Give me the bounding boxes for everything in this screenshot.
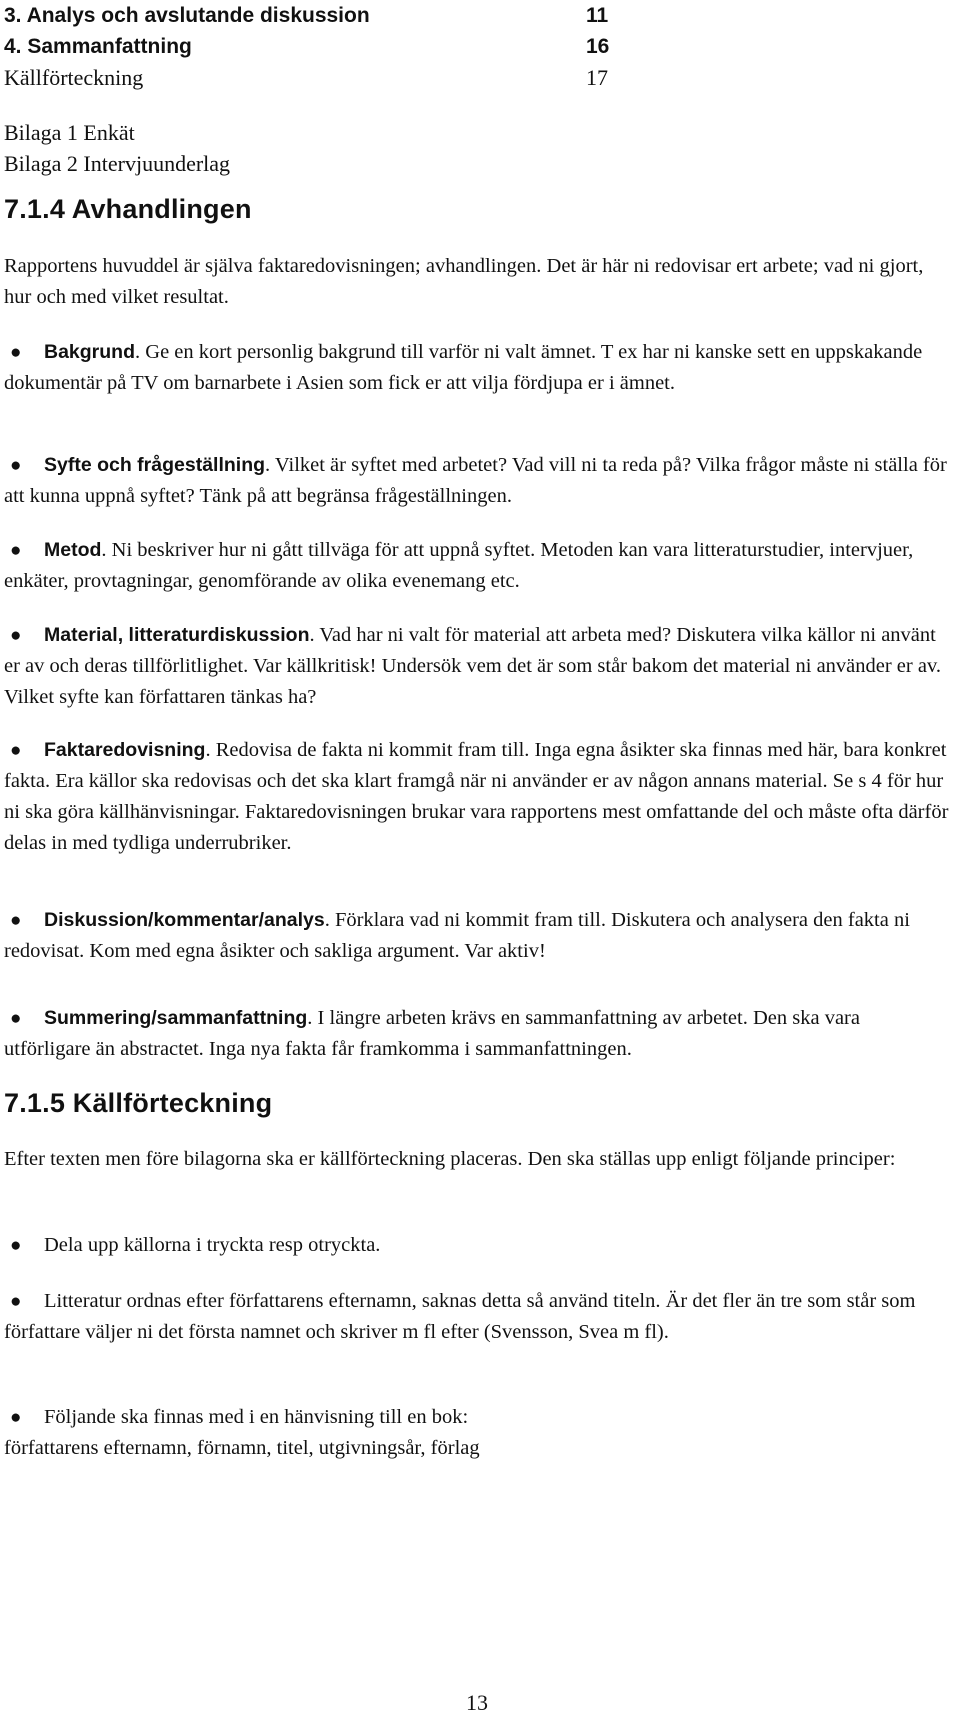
section-heading: 7.1.4 Avhandlingen [4, 194, 252, 224]
list-item-continuation: författarens efternamn, förnamn, titel, utgivningsår, förlag [4, 1437, 480, 1459]
list-item [4, 735, 950, 859]
page-number: 13 [466, 1690, 488, 1715]
bullet-icon: ● [10, 1235, 22, 1256]
toc-entry-page: 11 [586, 4, 609, 27]
appendix-list [4, 117, 230, 179]
list-item-text: . Ni beskriver hur ni gått tillväga för att uppnå syftet. Metoden kan vara litteraturstudier, intervjuer, enkäter, provtagningar, genomförande av olika evenemang etc. [4, 539, 914, 592]
list-item-term: Summering/sammanfattning [44, 1007, 308, 1029]
section-intro: Rapportens huvuddel är själva faktaredovisningen; avhandlingen. Det är här ni redovisar ert arbete; vad ni gjort, hur och med vilket resultat. [4, 255, 924, 308]
section-heading: 7.1.5 Källförteckning [4, 1088, 273, 1118]
bullet-icon: ● [10, 540, 22, 561]
appendix-item: Bilaga 1 Enkät [4, 120, 135, 145]
bullet-icon: ● [10, 1008, 22, 1029]
list-item-term: Bakgrund [44, 341, 136, 363]
list-item-text: . I längre arbeten krävs en sammanfattning av arbetet. Den ska vara utförligare än abstractet. Inga nya fakta får framkomma i sammanfattningen. [4, 1007, 860, 1060]
bullet-icon: ● [10, 1407, 22, 1428]
list-item-text: . Vad har ni valt för material att arbeta med? Diskutera vilka källor ni använt er av och deras tillförlitlighet. Var källkritisk! Undersök vem det är som står bakom det material ni använder er av. Vilket syfte kan författaren tänkas ha? [4, 624, 942, 708]
list-item-term: Metod [44, 539, 102, 561]
list-item-text: Litteratur ordnas efter författarens efternamn, saknas detta så använd titeln. Är det fler än tre som står som författare väljer ni det första namnet och skriver m fl efter (Svensson, Svea m fl). [4, 1290, 916, 1343]
list-item [4, 337, 950, 399]
appendix-item: Bilaga 2 Intervjuunderlag [4, 151, 231, 176]
list-item [4, 620, 950, 713]
bullet-icon: ● [10, 625, 22, 646]
list-item [4, 1402, 950, 1464]
list-item-term: Material, litteraturdiskussion [44, 624, 310, 646]
list-item-text: . Redovisa de fakta ni kommit fram till. Inga egna åsikter ska finnas med här, bara konkret fakta. Era källor ska redovisas och det ska klart framgå när ni använder er av någon annans material. Se s 4 för hur ni ska göra källhänvisningar. Faktaredovisningen brukar vara rapportens mest omfattande del och måste ofta därför delas in med tydliga underrubriker. [4, 739, 949, 854]
list-item [4, 1286, 950, 1348]
bullet-icon: ● [10, 342, 22, 363]
list-item [4, 1230, 950, 1261]
table-of-contents [4, 0, 624, 93]
list-item-text: . Ge en kort personlig bakgrund till varför ni valt ämnet. T ex har ni kanske sett en uppskakande dokumentär på TV om barnarbete i Asien som fick er att vilja fördjupa er i ämnet. [4, 341, 923, 394]
list-item [4, 535, 950, 597]
list-item-term: Syfte och frågeställning [44, 454, 266, 476]
toc-entry [4, 62, 624, 93]
toc-entry [4, 0, 624, 31]
list-item-term: Faktaredovisning [44, 739, 206, 761]
list-item-text: . Förklara vad ni kommit fram till. Diskutera och analysera den fakta ni redovisat. Kom med egna åsikter och sakliga argument. Var aktiv! [4, 909, 910, 962]
bullet-icon: ● [10, 740, 22, 761]
list-item-text: Följande ska finnas med i en hänvisning till en bok: [44, 1406, 469, 1428]
toc-entry [4, 31, 624, 62]
section-intro: Efter texten men före bilagorna ska er källförteckning placeras. Den ska ställas upp enligt följande principer: [4, 1148, 896, 1170]
list-item [4, 450, 950, 512]
toc-entry-title: 4. Sammanfattning [4, 35, 192, 58]
bullet-icon: ● [10, 455, 22, 476]
toc-entry-title: Källförteckning [4, 65, 144, 90]
list-item-term: Diskussion/kommentar/analys [44, 909, 325, 931]
list-item [4, 905, 950, 967]
toc-entry-page: 16 [586, 35, 610, 58]
toc-entry-page: 17 [586, 65, 608, 90]
toc-entry-title: 3. Analys och avslutande diskussion [4, 4, 370, 27]
bullet-icon: ● [10, 910, 22, 931]
list-item-text: . Vilket är syftet med arbetet? Vad vill ni ta reda på? Vilka frågor måste ni ställa för att kunna uppnå syftet? Tänk på att begränsa frågeställningen. [4, 454, 947, 507]
bullet-icon: ● [10, 1291, 22, 1312]
list-item-text: Dela upp källorna i tryckta resp otryckta. [44, 1234, 381, 1256]
list-item [4, 1003, 950, 1065]
